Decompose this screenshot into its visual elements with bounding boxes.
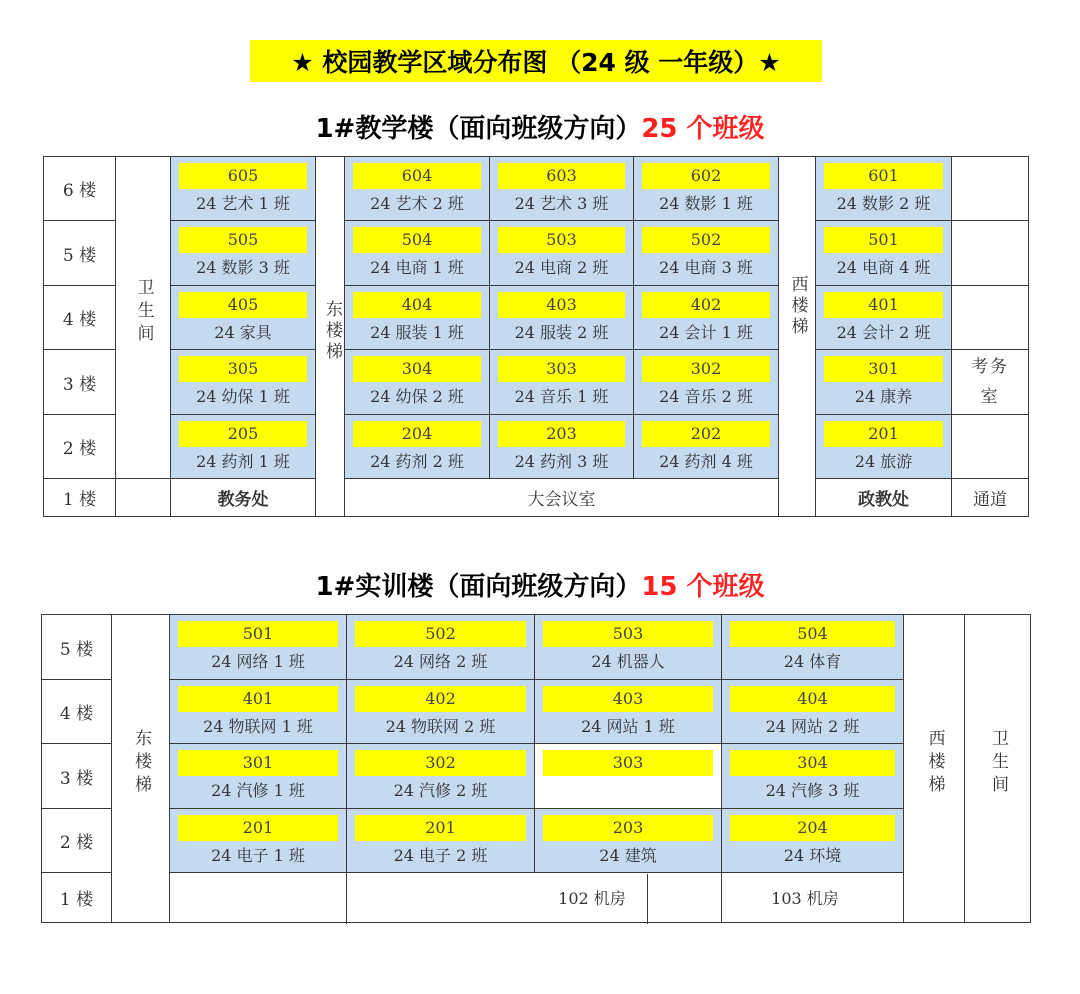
- class-name: 24 服装 2 班: [514, 322, 609, 342]
- room-number: 501: [178, 621, 338, 647]
- building2-heading-text: 1#实训楼（面向班级方向）: [315, 572, 642, 602]
- building1-floor-table: [43, 156, 1029, 517]
- building2-floor-table: [41, 614, 1031, 923]
- class-name: 24 电商 2 班: [514, 258, 609, 277]
- floor-label: 1 楼: [42, 873, 112, 923]
- building2-row-floor5: [42, 615, 1031, 680]
- floor-label: 6 楼: [44, 157, 116, 221]
- class-name: 24 康养: [854, 387, 913, 406]
- lab-103-cell: [722, 873, 965, 923]
- building1-class-count: 25 个班级: [641, 114, 765, 144]
- room-number: 305: [179, 356, 307, 382]
- floor-label: 3 楼: [42, 744, 112, 809]
- class-name: 24 机器人: [591, 652, 665, 671]
- classroom-cell: [634, 221, 779, 286]
- room-number: 302: [642, 356, 770, 382]
- class-name: 24 艺术 3 班: [514, 193, 609, 213]
- room-number: 304: [730, 750, 895, 776]
- class-name: [535, 776, 721, 806]
- classroom-cell: [816, 286, 952, 350]
- building2-row-floor2: [42, 809, 1031, 873]
- building2-class-count: 15 个班级: [641, 572, 765, 602]
- class-name: 24 幼保 1 班: [196, 387, 290, 406]
- classroom-cell: [490, 286, 634, 350]
- classroom-cell: [490, 415, 634, 479]
- building1-row-floor1: [44, 479, 1029, 517]
- class-name: 24 音乐 1 班: [514, 387, 609, 406]
- restroom-label: 卫生间: [133, 277, 154, 347]
- classroom-cell: [490, 350, 634, 415]
- room-number: 303: [543, 750, 713, 776]
- classroom-cell: [170, 809, 347, 873]
- empty-cell: [952, 221, 1029, 286]
- classroom-cell: [816, 350, 952, 415]
- room-number: 203: [543, 815, 713, 841]
- west-stair-label: 西楼梯: [924, 728, 945, 798]
- empty-cell: [170, 873, 347, 923]
- room-number: 201: [355, 815, 526, 841]
- lab-divider-left: [346, 874, 347, 924]
- empty-cell: [952, 415, 1029, 479]
- class-name: 24 会计 2 班: [836, 322, 931, 342]
- room-number: 403: [543, 686, 713, 712]
- class-name: 24 药剂 4 班: [659, 451, 753, 471]
- room-number: 302: [355, 750, 526, 776]
- room-number: 304: [353, 356, 481, 382]
- class-name: 24 电商 3 班: [659, 258, 753, 277]
- class-name: 24 家具: [214, 322, 272, 342]
- classroom-cell: [171, 221, 316, 286]
- classroom-cell: [535, 744, 722, 809]
- exam-room-label: 考务室: [971, 357, 1009, 407]
- classroom-cell: [171, 415, 316, 479]
- class-name: 24 物联网 1 班: [203, 716, 313, 736]
- room-number: 303: [498, 356, 625, 382]
- class-name: 24 药剂 1 班: [196, 451, 290, 471]
- room-number: 301: [178, 750, 338, 776]
- room-number: 402: [355, 686, 526, 712]
- east-stair-label: 东楼梯: [322, 299, 342, 363]
- class-name: 24 电子 1 班: [211, 845, 305, 865]
- classroom-cell: [345, 350, 490, 415]
- class-name: 24 幼保 2 班: [370, 387, 464, 406]
- room-number: 402: [642, 292, 770, 318]
- room-number: 403: [498, 292, 625, 318]
- room-number: 205: [179, 421, 307, 447]
- floor-label: 3 楼: [44, 350, 116, 415]
- classroom-cell: [722, 680, 904, 744]
- room-number: 604: [353, 163, 481, 189]
- classroom-cell: [722, 744, 904, 809]
- room-number: 201: [178, 815, 338, 841]
- classroom-cell: [634, 286, 779, 350]
- class-name: 24 网站 1 班: [581, 716, 675, 736]
- empty-cell: [952, 157, 1029, 221]
- building2-heading: [0, 566, 1080, 603]
- east-stair-label: 东楼梯: [131, 728, 151, 798]
- east-stair-cell: [316, 157, 345, 517]
- class-name: 24 服装 1 班: [370, 322, 464, 342]
- class-name: 24 网站 2 班: [765, 716, 860, 736]
- class-name: 24 艺术 1 班: [196, 193, 290, 213]
- classroom-cell: [347, 680, 535, 744]
- classroom-cell: [634, 415, 779, 479]
- room-number: 505: [179, 227, 307, 253]
- building2-row-floor3: [42, 744, 1031, 809]
- classroom-cell: [816, 221, 952, 286]
- class-name: 24 药剂 2 班: [370, 451, 464, 471]
- page-title-banner: [250, 40, 822, 82]
- classroom-cell: [171, 350, 316, 415]
- classroom-cell: [170, 744, 347, 809]
- room-number: 503: [543, 621, 713, 647]
- class-name: 24 电商 4 班: [836, 258, 931, 277]
- classroom-cell: [347, 615, 535, 680]
- room-number: 602: [642, 163, 770, 189]
- class-name: 24 电子 2 班: [393, 845, 488, 865]
- classroom-cell: [535, 809, 722, 873]
- floor-label: 5 楼: [44, 221, 116, 286]
- class-name: 24 网络 1 班: [211, 652, 305, 671]
- east-stair-cell: [112, 615, 170, 923]
- room-number: 501: [824, 227, 943, 253]
- building1-row-floor3: [44, 350, 1029, 415]
- class-name: 24 电商 1 班: [370, 258, 464, 277]
- room-number: 502: [355, 621, 526, 647]
- room-number: 202: [642, 421, 770, 447]
- class-name: 24 数影 3 班: [196, 258, 290, 277]
- class-name: 24 环境: [783, 845, 842, 865]
- building2-row-floor1: [42, 873, 1031, 923]
- room-number: 502: [642, 227, 770, 253]
- classroom-cell: [171, 157, 316, 221]
- exam-room-cell: [952, 350, 1029, 415]
- room-number: 404: [353, 292, 481, 318]
- room-number: 605: [179, 163, 307, 189]
- lab-divider: [647, 874, 648, 924]
- classroom-cell: [347, 809, 535, 873]
- class-name: 24 汽修 3 班: [765, 781, 860, 800]
- classroom-cell: [347, 744, 535, 809]
- meeting-hall-cell: 大会议室: [345, 479, 779, 517]
- room-number: 204: [730, 815, 895, 841]
- floor-label: 1 楼: [44, 479, 116, 517]
- building1-heading-text: 1#教学楼（面向班级方向）: [315, 114, 642, 144]
- class-name: 24 音乐 2 班: [659, 387, 753, 406]
- classroom-cell: [535, 680, 722, 744]
- floor-label: 4 楼: [42, 680, 112, 744]
- academic-office-cell: 教务处: [171, 479, 316, 517]
- building1-row-floor5: [44, 221, 1029, 286]
- restroom-cell: [965, 615, 1031, 923]
- west-stair-label: 西楼梯: [787, 275, 808, 338]
- classroom-cell: [535, 615, 722, 680]
- floor-label: 4 楼: [44, 286, 116, 350]
- classroom-cell: [722, 615, 904, 680]
- class-name: 24 艺术 2 班: [370, 193, 464, 213]
- restroom-label: 卫生间: [988, 728, 1008, 798]
- floor-label: 2 楼: [44, 415, 116, 479]
- building1-row-floor2: [44, 415, 1029, 479]
- room-number: 603: [498, 163, 625, 189]
- lab-103-label: 103 机房: [771, 889, 839, 908]
- room-number: 203: [498, 421, 625, 447]
- class-name: 24 会计 1 班: [659, 322, 753, 342]
- lab-102-label: 102 机房: [558, 889, 626, 908]
- classroom-cell: [490, 157, 634, 221]
- classroom-cell: [170, 680, 347, 744]
- class-name: 24 物联网 2 班: [385, 716, 496, 736]
- floor-label: 2 楼: [42, 809, 112, 873]
- classroom-cell: [345, 221, 490, 286]
- class-name: 24 药剂 3 班: [514, 451, 609, 471]
- room-number: 301: [824, 356, 943, 382]
- restroom-cell: [116, 157, 171, 479]
- building1-heading: [0, 108, 1080, 145]
- room-number: 401: [178, 686, 338, 712]
- room-number: 405: [179, 292, 307, 318]
- classroom-cell: [171, 286, 316, 350]
- classroom-cell: [170, 615, 347, 680]
- classroom-cell: [345, 286, 490, 350]
- class-name: 24 数影 2 班: [836, 193, 931, 213]
- room-number: 201: [824, 421, 943, 447]
- class-name: 24 旅游: [854, 451, 913, 471]
- floor-label: 5 楼: [42, 615, 112, 680]
- room-number: 404: [730, 686, 895, 712]
- class-name: 24 建筑: [599, 845, 657, 865]
- classroom-cell: [634, 350, 779, 415]
- lab-102-cell: [347, 873, 722, 923]
- class-name: 24 体育: [783, 652, 842, 671]
- classroom-cell: [345, 415, 490, 479]
- building2-row-floor4: [42, 680, 1031, 744]
- west-stair-cell: [779, 157, 816, 517]
- room-number: 401: [824, 292, 943, 318]
- class-name: 24 网络 2 班: [393, 652, 488, 671]
- classroom-cell: [634, 157, 779, 221]
- room-number: 204: [353, 421, 481, 447]
- building1-row-floor4: [44, 286, 1029, 350]
- passage-cell: 通道: [952, 479, 1029, 517]
- class-name: 24 数影 1 班: [659, 193, 753, 213]
- room-number: 504: [730, 621, 895, 647]
- building1-row-floor6: [44, 157, 1029, 221]
- classroom-cell: [345, 157, 490, 221]
- room-number: 503: [498, 227, 625, 253]
- page-title: ★ 校园教学区域分布图 （24 级 一年级）★: [291, 48, 781, 77]
- classroom-cell: [722, 809, 904, 873]
- room-number: 601: [824, 163, 943, 189]
- classroom-cell: [490, 221, 634, 286]
- political-office-cell: 政教处: [816, 479, 952, 517]
- empty-cell: [116, 479, 171, 517]
- room-number: 504: [353, 227, 481, 253]
- class-name: 24 汽修 2 班: [393, 781, 488, 800]
- classroom-cell: [816, 415, 952, 479]
- class-name: 24 汽修 1 班: [211, 781, 305, 800]
- classroom-cell: [816, 157, 952, 221]
- empty-cell: [952, 286, 1029, 350]
